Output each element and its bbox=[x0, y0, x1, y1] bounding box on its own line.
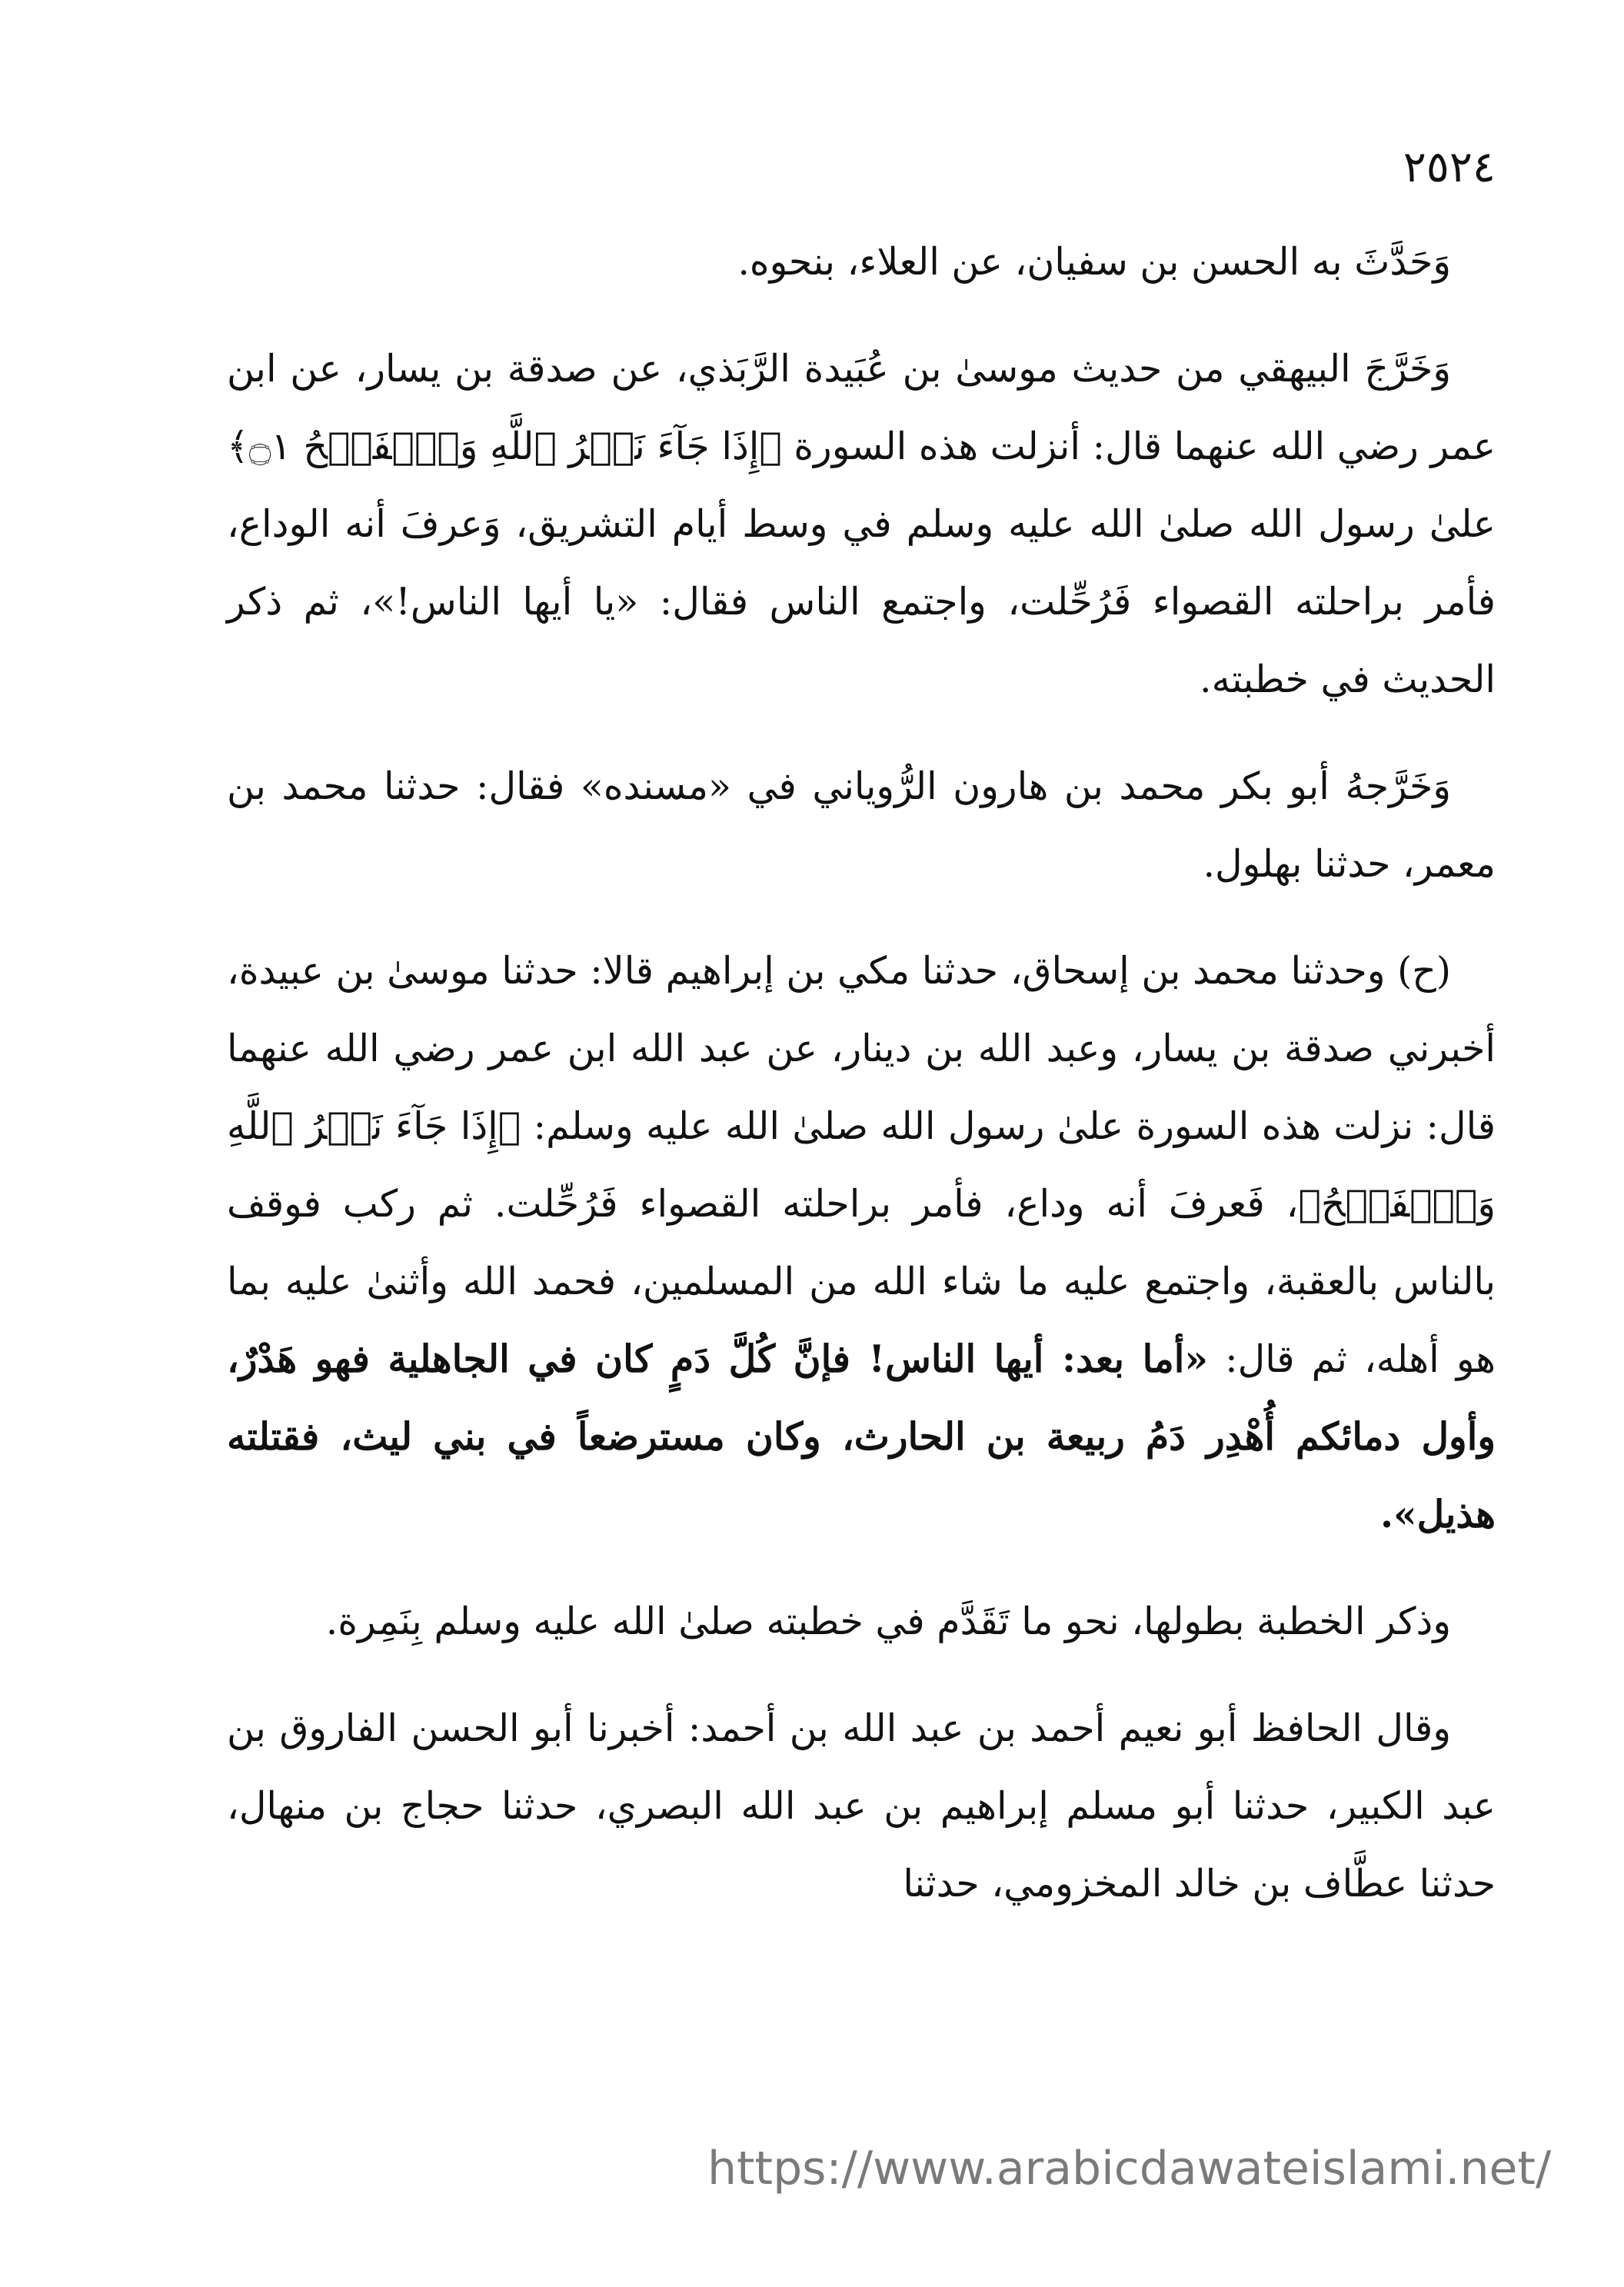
paragraph: وقال الحافظ أبو نعيم أحمد بن عبد الله بن أحمد: أخبرنا أبو الحسن الفاروق بن عبد الكبير، حدثنا أبو مسلم إبراهيم بن عبد الله البصري، حدثنا حجاج بن منهال، حدثنا عطَّاف بن خالد المخزومي، حدثنا bbox=[227, 1706, 1496, 1906]
paragraph: وَخَرَّجَ البيهقي من حديث موسىٰ بن عُبَيدة الرَّبَذي، عن صدقة بن يسار، عن ابن عمر رضي الله عنهما قال: أنزلت هذه السورة ﴿إِذَا جَآءَ نَصۡرُ ٱللَّهِ وَٱلۡفَتۡحُ ۝١﴾ علىٰ رسول الله صلىٰ الله عليه وسلم في وسط أيام التشريق، وَعرفَ أنه الوداع، فأمر براحلته القصواء فَرُحِّلت، واجتمع الناس فقال: «يا أيها الناس!»، ثم ذكر الحديث في خطبته. bbox=[227, 347, 1496, 701]
watermark-url: https://www.arabicdawateislami.net/ bbox=[707, 2142, 1552, 2195]
paragraph-text: (ح) وحدثنا محمد بن إسحاق، حدثنا مكي بن إبراهيم قالا: حدثنا موسىٰ بن عبيدة، أخبرني صدقة بن يسار، وعبد الله بن دينار، عن عبد الله ابن عمر رضي الله عنهما قال: نزلت هذه السورة علىٰ رسول الله صلىٰ الله عليه وسلم: ﴿إِذَا جَآءَ نَصۡرُ ٱللَّهِ وَٱلۡفَتۡحُ﴾، فَعرفَ أنه وداع، فأمر براحلته القصواء فَرُحِّلت. ثم ركب فوقف بالناس بالعقبة، واجتمع عليه ما شاء الله من المسلمين، فحمد الله وأثنىٰ عليه بما هو أهله، ثم قال: bbox=[227, 949, 1496, 1381]
paragraph: وذكر الخطبة بطولها، نحو ما تَقَدَّم في خطبته صلىٰ الله عليه وسلم بِنَمِرة. bbox=[325, 1600, 1451, 1643]
page-number: ٢٥٢٤ bbox=[1403, 142, 1496, 192]
document-body bbox=[227, 223, 1496, 1952]
sermon-quote: «أما بعد: أيها الناس! فإنَّ كُلَّ دَمٍ كان في الجاهلية فهو هَدْرٌ، وأول دمائكم أُهْدِر دَمُ ربيعة بن الحارث، وكان مسترضعاً في بني ليث، فقتلته هذيل». bbox=[227, 1337, 1496, 1536]
paragraph: وَحَدَّثَ به الحسن بن سفيان، عن العلاء، بنحوه. bbox=[737, 240, 1451, 284]
paragraph bbox=[227, 932, 1496, 1553]
paragraph: وَخَرَّجهُ أبو بكر محمد بن هارون الرُّوياني في «مسنده» فقال: حدثنا محمد بن معمر، حدثنا بهلول. bbox=[227, 764, 1496, 886]
